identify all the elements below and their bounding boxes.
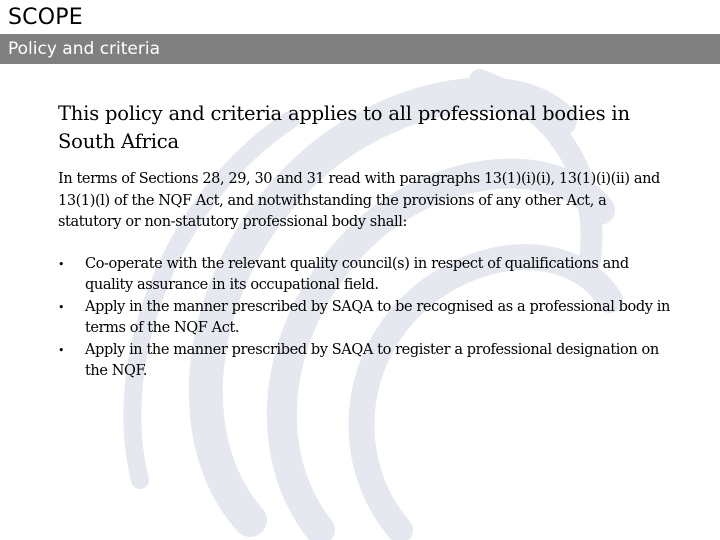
subtitle-bar — [0, 34, 720, 64]
bullet-marker: • — [58, 300, 65, 314]
bullet-item — [58, 340, 672, 383]
bullet-text: Co-operate with the relevant quality council(s) in respect of qualifications and quality assurance in its occupational field. — [85, 255, 629, 293]
bullet-marker: • — [58, 257, 65, 271]
content-heading: This policy and criteria applies to all professional bodies in South Africa — [58, 102, 630, 153]
bullet-marker: • — [58, 343, 65, 357]
bullet-text: Apply in the manner prescribed by SAQA to register a professional designation on the NQF. — [85, 341, 659, 379]
content-body — [58, 100, 672, 383]
page-title: SCOPE — [8, 5, 83, 30]
intro-paragraph: In terms of Sections 28, 29, 30 and 31 read with paragraphs 13(1)(i)(i), 13(1)(i)(ii) and 13(1)(l) of the NQF Act, and notwithstanding the provisions of any other Act, a statutory or non-statutory professional body shall: — [58, 171, 660, 230]
bullet-text: Apply in the manner prescribed by SAQA to be recognised as a professional body in terms of the NQF Act. — [85, 298, 670, 336]
bullet-list — [58, 254, 672, 383]
bullet-item — [58, 254, 672, 297]
subtitle-text: Policy and criteria — [8, 39, 161, 59]
bullet-item — [58, 297, 672, 340]
